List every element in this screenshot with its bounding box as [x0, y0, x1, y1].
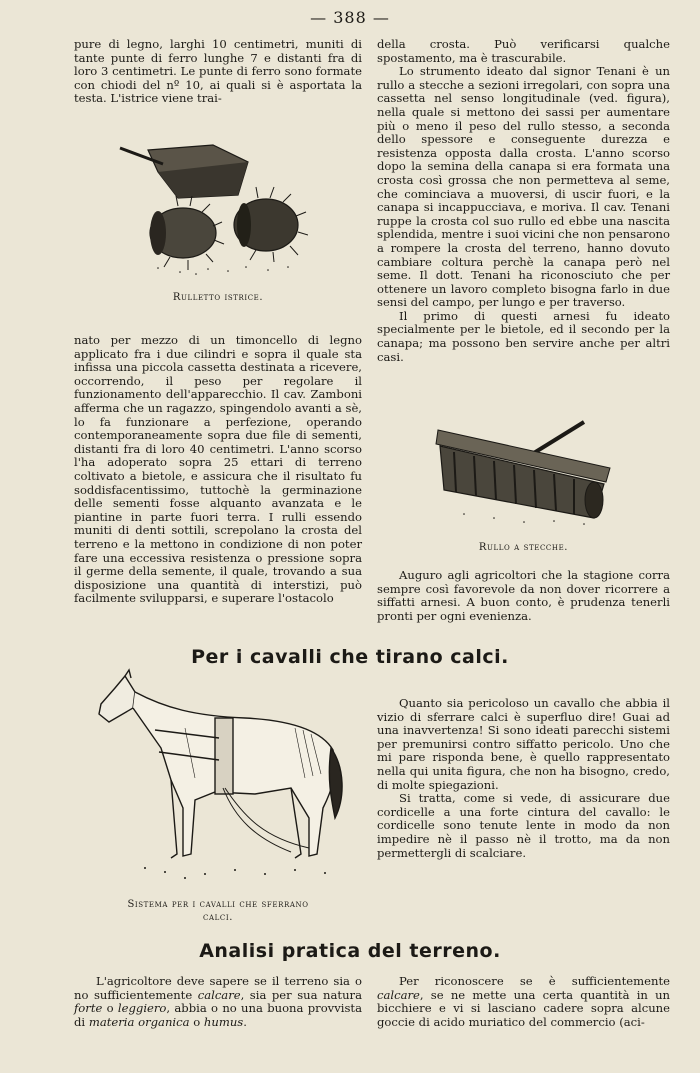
- caption-line: calci.: [203, 912, 233, 923]
- paragraph: Quanto sia pericoloso un cavallo che abbia il vizio di sferrare calci è superfluo dire! Guai ad una inavvertenza! Si sono ideati parecchi sistemi per premunirsi contro siffatto pericolo. Uno che mi pare risponda bene, è quello rappresentato nella qui unita figura, che non ha bisogno, credo, di molte spiegazioni.: [377, 696, 670, 792]
- section-heading: Per i cavalli che tirano calci.: [191, 646, 509, 668]
- left-column-top-text: [74, 38, 362, 106]
- horse-illustration: [95, 668, 345, 886]
- paragraph: Si tratta, come si vede, di assicurare due cordicelle a una forte cintura del cavallo: le cordicelle sono tenute lente in modo da non impedire nè il passo nè il trotto, ma da non permettergli di scalciare.: [377, 791, 670, 860]
- slatted-roller-illustration: [434, 418, 614, 528]
- paragraph: Lo strumento ideato dal signor Tenani è un rullo a stecche a sezioni irregolari, con sopra una cassetta nel senso longitudinale (ved. figura), nella quale si mettono dei sassi per aumentare più o meno il peso del rullo stesso, a seconda dello spessore e conseguente durezza e resistenza opposta dalla crosta. L'anno scorso dopo la semina della canapa si era formata una crosta così grossa che non permetteva al seme, che cominciava a muoversi, di uscir fuori, e la canapa si incappucciava, e moriva. Il cav. Tenani ruppe la crosta col suo rullo ed ebbe una nascita splendida, mentre i suoi vicini che non pensarono a rompere la crosta del terreno, hanno dovuto cambiare coltura perchè la canapa però nel seme. Il dott. Tenani ha riconosciuto che per ottenere un lavoro completo bisogna farlo in due sensi del campo, per lungo e per traverso.: [377, 64, 670, 310]
- paragraph: pure di legno, larghi 10 centimetri, muniti di tante punte di ferro lunghe 7 e distanti fra di loro 3 centimetri. Le punte di ferro sono formate con chiodi del nº 10, ai quali si è asportata la testa. L'istrice viene trai-: [74, 37, 362, 106]
- paragraph: della crosta. Può verificarsi qualche spostamento, ma è trascurabile.: [377, 37, 670, 65]
- paragraph: Il primo di questi arnesi fu ideato specialmente per le bietole, ed il secondo per la canapa; ma possono ben servire anche per altri casi.: [377, 308, 670, 364]
- figure-caption: Rulletto istrice.: [172, 292, 264, 303]
- caption-line: Sistema per i cavalli che sferrano: [127, 899, 309, 910]
- paragraph: Auguro agli agricoltori che la stagione corra sempre così favorevole da non dover ricorrere a siffatti arnesi. A buon conto, è prudenza tenerli pronti per ogni evenienza.: [377, 568, 670, 623]
- paragraph: nato per mezzo di un timoncello di legno applicato fra i due cilindri e sopra il quale sta infissa una piccola cassetta destinata a ricevere, occorrendo, il peso per regolare il funzionamento dell'apparecchio. Il cav. Zamboni afferma che un ragazzo, spingendolo avanti a sè, lo fa funzionare a perfezione, operando contemporaneamente sopra due file di sementi, distanti fra di loro 40 centimetri. L'anno scorso l'ha adoperato sopra 25 ettari di terreno coltivato a bietole, e assicura che il risultato fu soddisfacentissimo, tuttochè la germinazione delle sementi fosse alquanto avanzata e le piantine in parte fuori terra. I rulli essendo muniti di denti sottili, screpolano la crosta del terreno e la mettono in condizione di non poter fare una eccessiva resistenza o pressione sopra il germe della semente, il quale, trovando a sua disposizione una quantità di interstizi, può facilmente svilupparsi, e superare l'ostacolo: [74, 333, 362, 606]
- figure-caption: [74, 898, 362, 924]
- section-heading: Analisi pratica del terreno.: [199, 940, 501, 962]
- right-column-bottom-text: [377, 569, 670, 623]
- left-column-bottom-text: [74, 334, 362, 606]
- soil-right-text: [377, 975, 670, 1029]
- figure-caption: Rullo a stecche.: [478, 542, 569, 553]
- paragraph: L'agricoltore deve sapere se il terreno sia o no sufficientemente calcare, sia per sua natura forte o leggiero, abbia o no una buona provvista di materia organica o humus.: [74, 974, 362, 1029]
- page-number: — 388 —: [310, 8, 390, 27]
- horses-text: [377, 697, 670, 860]
- porcupine-roller-illustration: [118, 140, 308, 280]
- paragraph: Per riconoscere se è sufficientemente calcare, se ne mette una certa quantità in un bicchiere e vi si lasciano cadere sopra alcune goccie di acido muriatico del commercio (aci-: [377, 974, 670, 1029]
- right-column-top-text: [377, 38, 670, 364]
- soil-left-text: [74, 975, 362, 1029]
